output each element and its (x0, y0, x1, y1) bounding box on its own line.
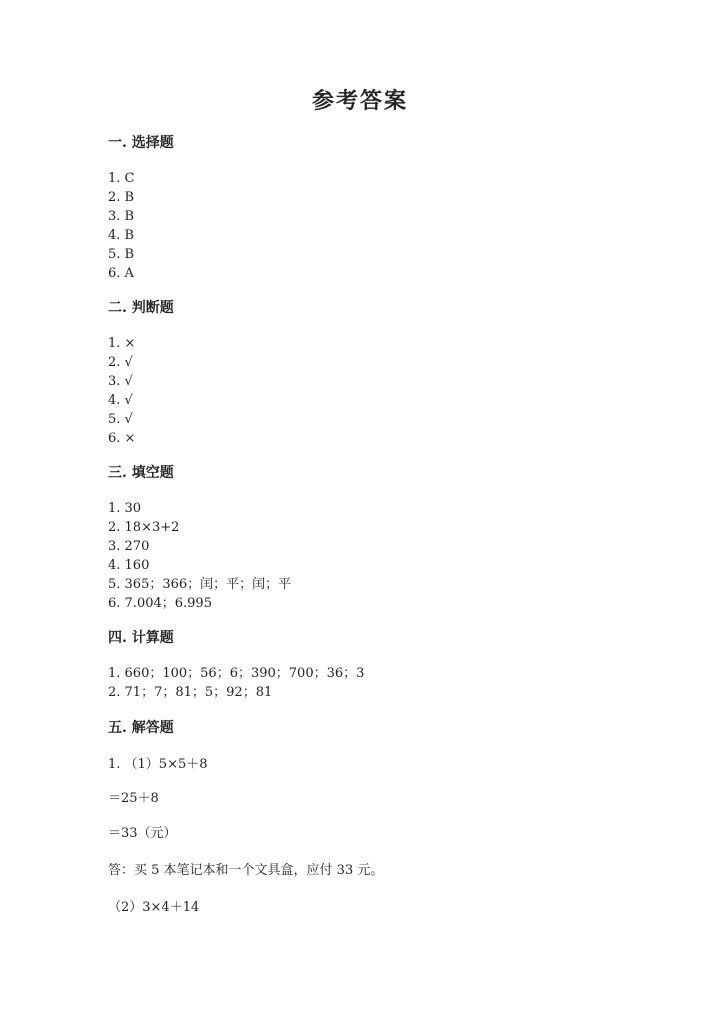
answer-line: 4. B (108, 228, 135, 243)
answer-line: 2. √ (108, 355, 133, 370)
answer-line: 4. 160 (108, 558, 150, 573)
answer-line: 6. × (108, 431, 136, 446)
answer-line: （2）3×4＋14 (108, 900, 200, 915)
answer-line: 2. 18×3+2 (108, 520, 180, 535)
section-heading-solve: 五. 解答题 (108, 720, 174, 736)
answer-line: 2. B (108, 190, 135, 205)
answer-line: ＝33（元） (108, 826, 177, 841)
answer-line: 5. B (108, 247, 135, 262)
answer-line: 3. √ (108, 374, 133, 389)
answer-line: 1. （1）5×5＋8 (108, 757, 208, 772)
answer-line: 4. √ (108, 393, 133, 408)
section-heading-fill-blank: 三. 填空题 (108, 465, 174, 481)
answer-line: 6. 7.004；6.995 (108, 596, 212, 611)
answer-line: 3. B (108, 209, 135, 224)
answer-line: 5. √ (108, 412, 133, 427)
answer-line: 答：买 5 本笔记本和一个文具盒，应付 33 元。 (108, 863, 384, 878)
section-heading-choice: 一. 选择题 (108, 135, 174, 151)
answer-line: ＝25＋8 (108, 791, 159, 806)
answer-line: 5. 365；366；闰；平；闰；平 (108, 577, 292, 592)
answer-line: 1. 660；100；56；6；390；700；36；3 (108, 666, 365, 681)
answer-line: 1. 30 (108, 501, 142, 516)
page-title: 参考答案 (311, 88, 408, 114)
section-heading-judgement: 二. 判断题 (108, 300, 174, 316)
answer-line: 1. C (108, 171, 135, 186)
section-heading-calculation: 四. 计算题 (108, 630, 174, 646)
answer-line: 1. × (108, 336, 136, 351)
answer-line: 6. A (108, 266, 134, 281)
answer-line: 3. 270 (108, 539, 150, 554)
answer-line: 2. 71；7；81；5；92；81 (108, 685, 273, 700)
